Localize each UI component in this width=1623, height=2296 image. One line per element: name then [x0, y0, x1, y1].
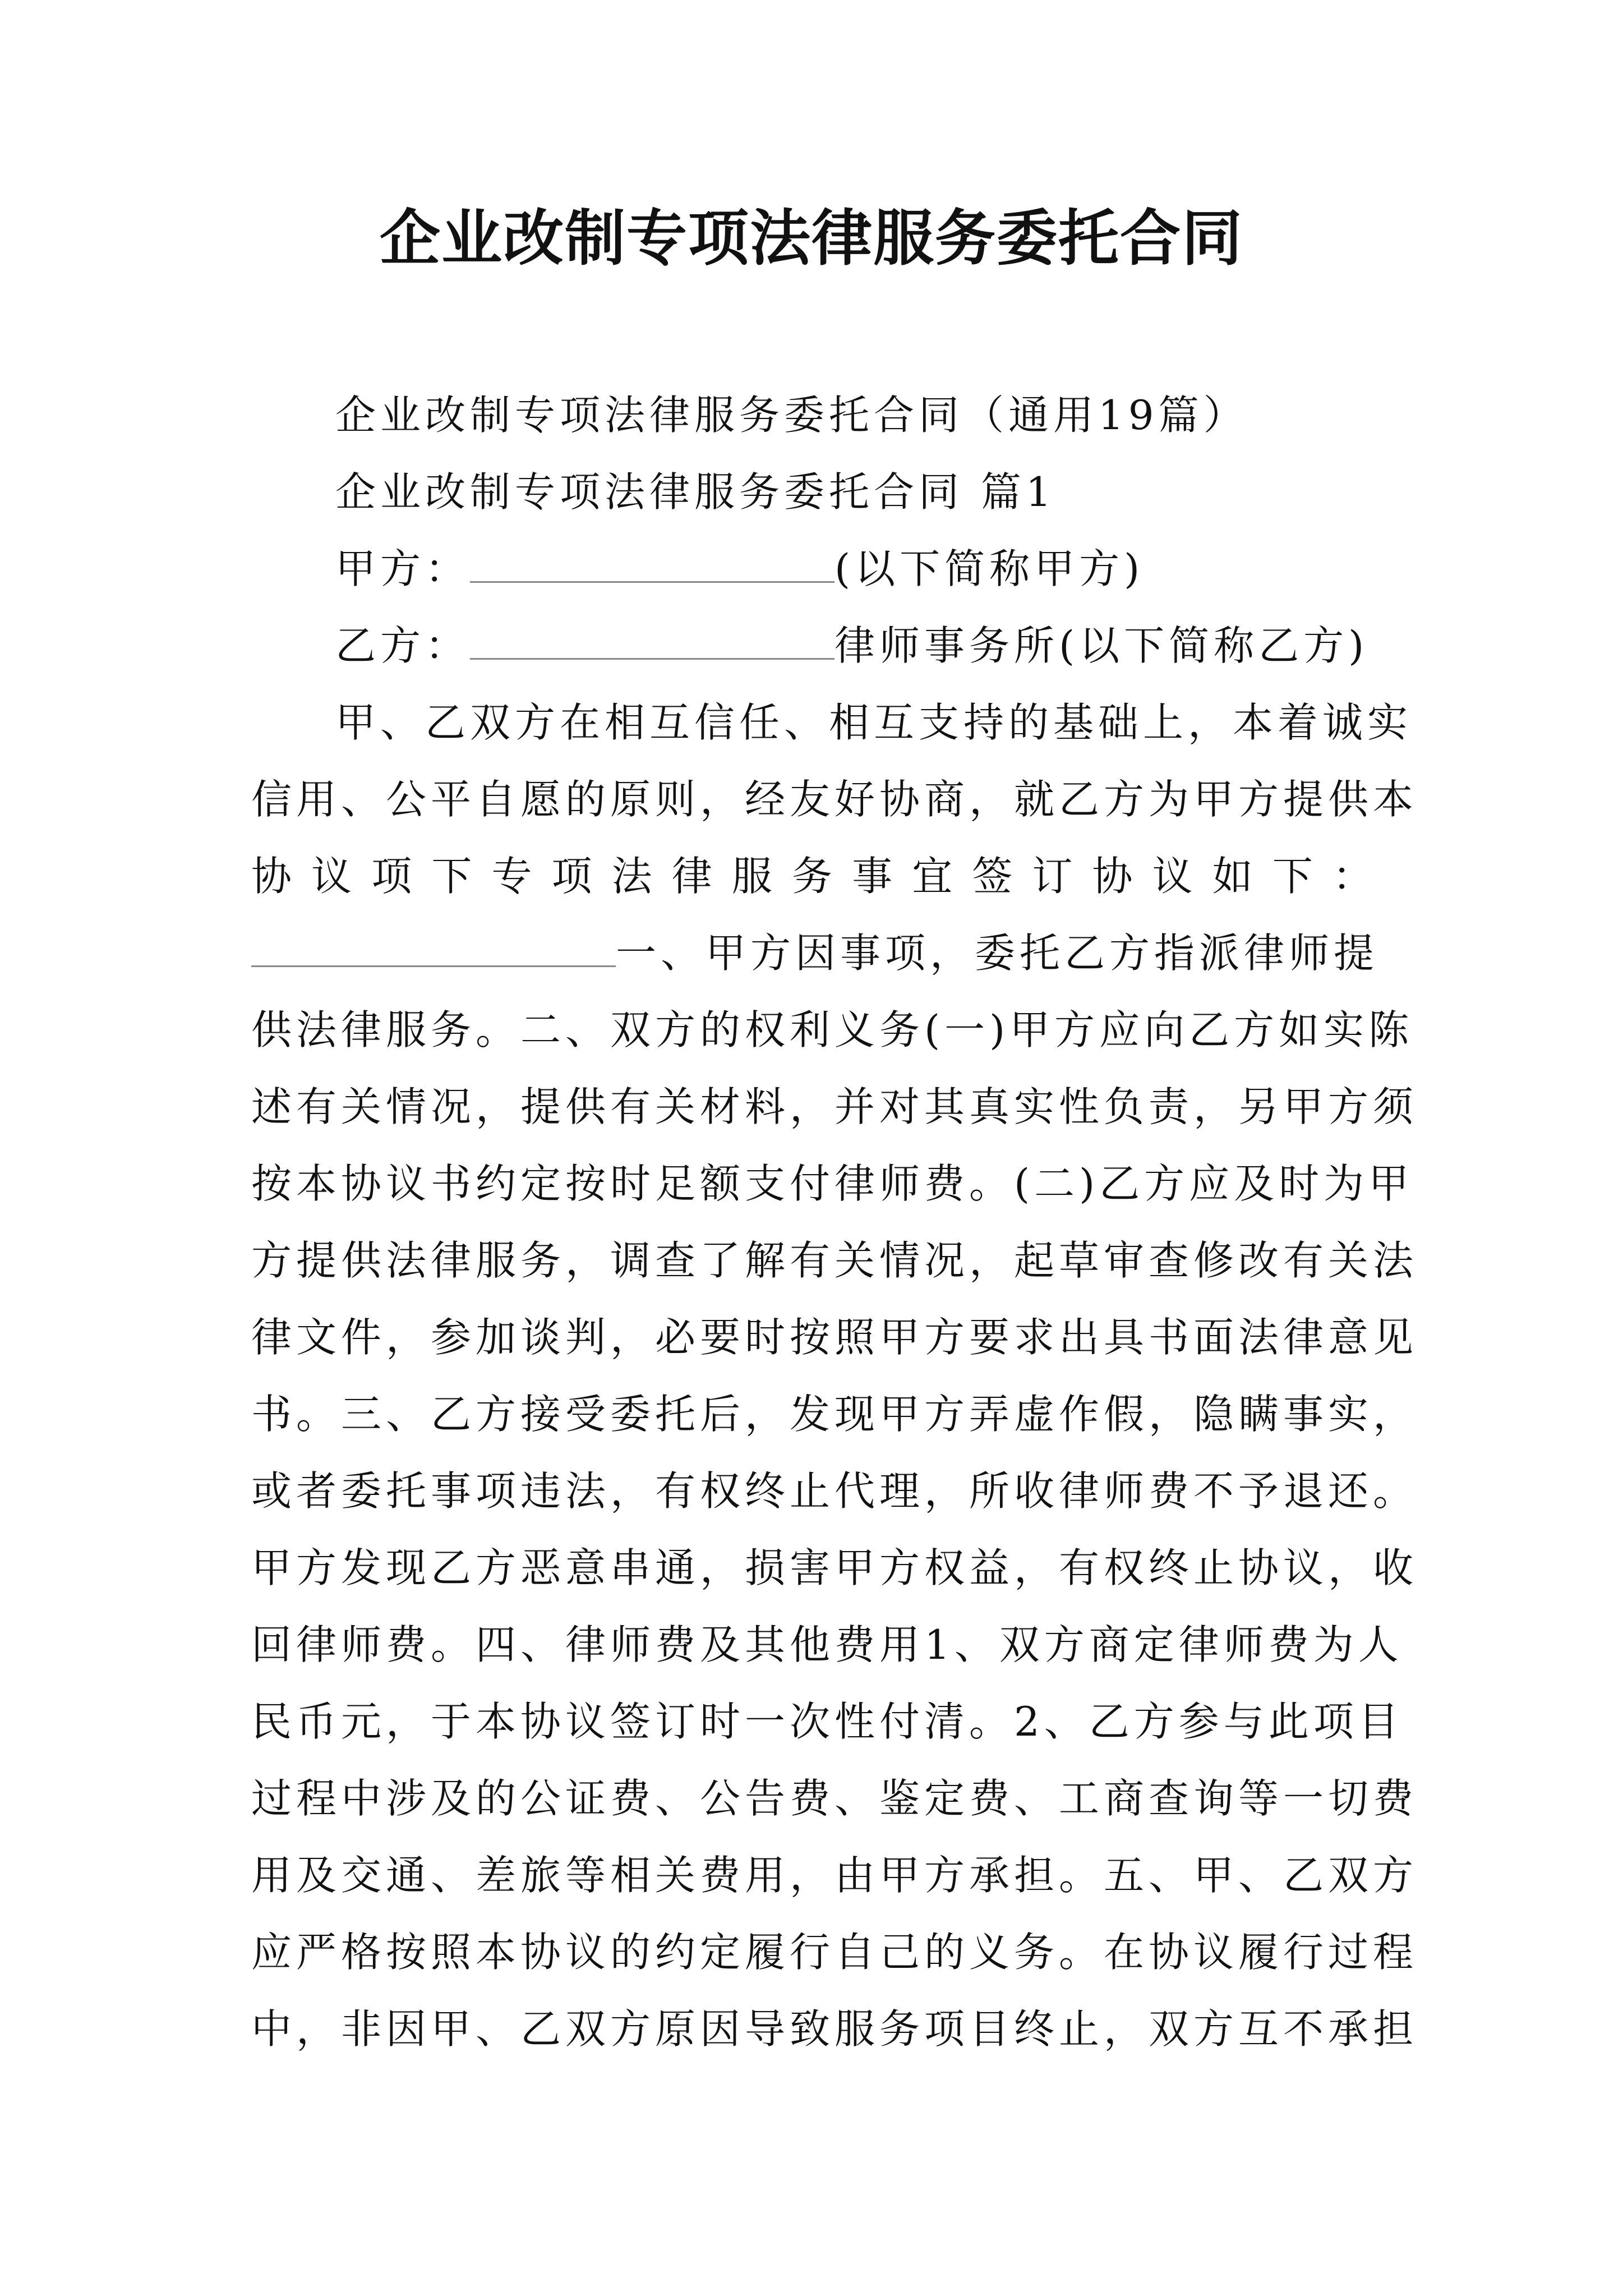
justified-char: 下 [431, 853, 472, 900]
justified-char: 法 [611, 853, 652, 900]
justified-char: 如 [1212, 853, 1253, 900]
body-line: 按本协议书约定按时足额支付律师费。(二)乙方应及时为甲 [251, 1160, 1414, 1207]
body-line: 信用、公平自愿的原则，经友好协商，就乙方为甲方提供本 [251, 776, 1418, 823]
body-line: 书。三、乙方接受委托后，发现甲方弄虚作假，隐瞒事实， [251, 1391, 1418, 1438]
body-line: 或者委托事项违法，有权终止代理，所收律师费不予退还。 [251, 1467, 1418, 1515]
party-a-blank [470, 549, 834, 583]
justified-char: 专 [491, 853, 532, 900]
justified-char: 宜 [912, 853, 953, 900]
justified-char: 议 [311, 853, 352, 900]
body-line: 方提供法律服务，调查了解有关情况，起草审查修改有关法 [251, 1237, 1418, 1284]
body-line: 供法律服务。二、双方的权利义务(一)甲方应向乙方如实陈 [251, 1006, 1414, 1053]
justified-char: 协 [1092, 853, 1133, 900]
party-a-label: 甲方： [335, 545, 471, 592]
party-a-line [335, 541, 1144, 597]
body-line: 过程中涉及的公证费、公告费、鉴定费、工商查询等一切费 [251, 1775, 1418, 1822]
justified-char: 订 [1032, 853, 1073, 900]
party-b-label: 乙方： [335, 622, 471, 669]
justified-char: 项 [551, 853, 592, 900]
justified-char: 议 [1152, 853, 1193, 900]
body-line-text: 一、甲方因事项，委托乙方指派律师提 [616, 930, 1379, 977]
justified-char: 务 [791, 853, 832, 900]
body-line [251, 925, 1378, 981]
body-line-justified [251, 848, 1373, 904]
justified-char: 服 [731, 853, 772, 900]
body-line: 民币元，于本协议签订时一次性付清。2、乙方参与此项目 [251, 1698, 1403, 1745]
justified-char: 项 [371, 853, 412, 900]
body-line: 用及交通、差旅等相关费用，由甲方承担。五、甲、乙双方 [251, 1852, 1418, 1899]
section-heading: 企业改制专项法律服务委托合同 篇1 [335, 468, 1056, 516]
body-line: 回律师费。四、律师费及其他费用1、双方商定律师费为人 [251, 1621, 1403, 1668]
body-line: 述有关情况，提供有关材料，并对其真实性负责，另甲方须 [251, 1083, 1418, 1130]
justified-char: 协 [251, 853, 292, 900]
body-line: 应严格按照本协议的约定履行自己的义务。在协议履行过程 [251, 1929, 1418, 1976]
document-subtitle: 企业改制专项法律服务委托合同（通用19篇） [335, 392, 1248, 439]
party-b-line [335, 618, 1368, 674]
justified-char: 签 [972, 853, 1013, 900]
body-line: 律文件，参加谈判，必要时按照甲方要求出具书面法律意见 [251, 1314, 1418, 1361]
justified-char: ： [1332, 853, 1373, 900]
item-blank [251, 933, 616, 967]
body-line: 甲、乙双方在相互信任、相互支持的基础上，本着诚实 [335, 699, 1413, 746]
party-b-suffix: 律师事务所(以下简称乙方) [834, 622, 1369, 669]
justified-char: 下 [1272, 853, 1313, 900]
party-a-suffix: (以下简称甲方) [834, 545, 1145, 592]
party-b-blank [470, 625, 834, 660]
justified-char: 律 [671, 853, 712, 900]
justified-char: 事 [852, 853, 893, 900]
body-line: 中，非因甲、乙双方原因导致服务项目终止，双方互不承担 [251, 2005, 1418, 2053]
document-title: 企业改制专项法律服务委托合同 [379, 203, 1243, 274]
body-line: 甲方发现乙方恶意串通，损害甲方权益，有权终止协议，收 [251, 1544, 1418, 1591]
